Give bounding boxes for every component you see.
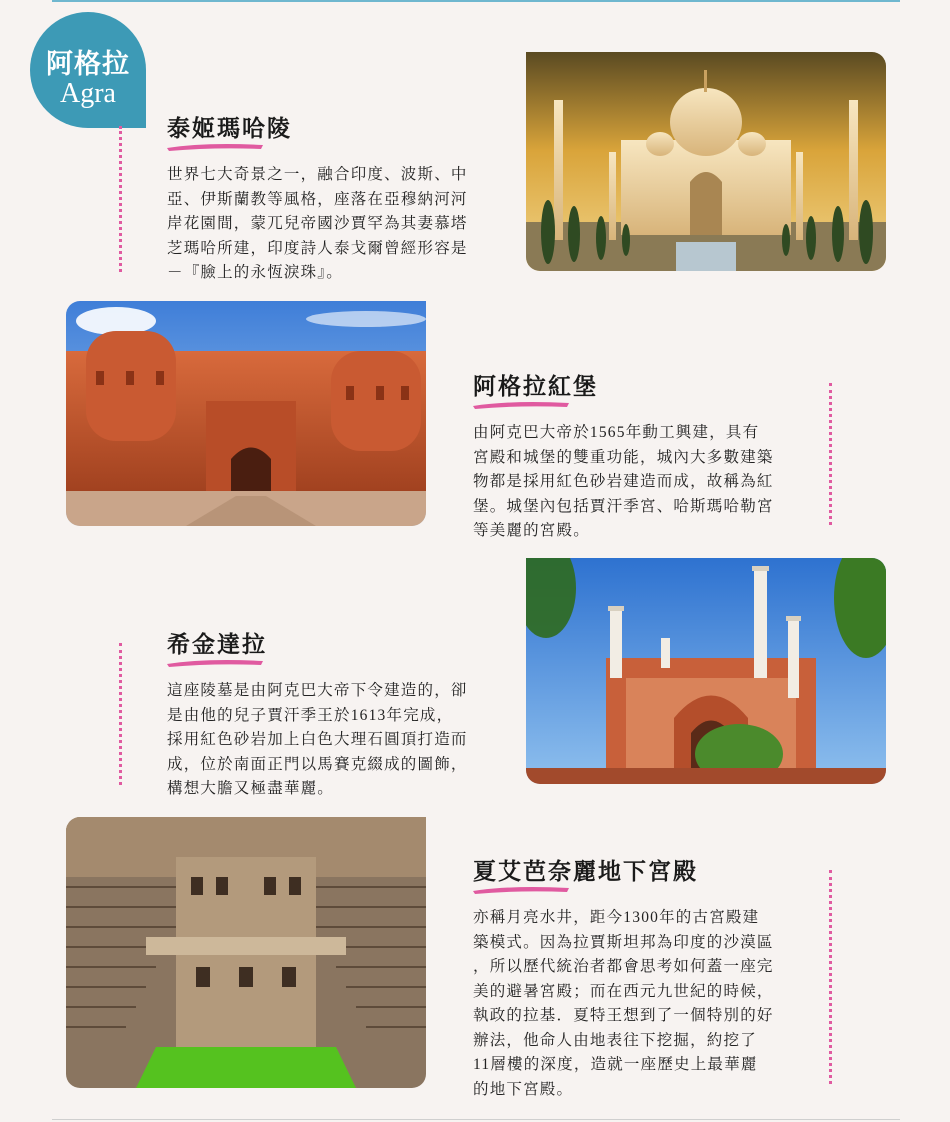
section-sikandra: [167, 626, 487, 802]
section-2-dotted-line: [829, 383, 832, 525]
section-body: 這座陵墓是由阿克巴大帝下令建造的，卻 是由他的兒子賈汗季王於1613年完成， 採用紅色砂岩加上白色大理石圓頂打造而 成，位於南面正門以馬賽克綴成的圖飾， 構想大膽又極盡華麗。: [167, 682, 468, 797]
red-fort-photo: [66, 301, 426, 526]
top-rule: [52, 0, 900, 2]
section-red-fort: [473, 368, 803, 544]
section-body: 亦稱月亮水井，距今1300年的古宮殿建 築模式。因為拉賈斯坦邦為印度的沙漠區 ，所以歷代統治者都會思考如何蓋一座完 美的避暑宮殿；而在西元九世紀的時候， 執政的拉基．夏特王想到了一個特別的好 辦法，他命人由地表往下挖掘，約挖了 11層樓的深度，造就一座歷史上最華麗 的地下宮殿。: [473, 909, 774, 1098]
city-badge: [30, 12, 146, 128]
badge-english-name: Agra: [60, 78, 116, 109]
taj-mahal-photo: [526, 52, 886, 271]
section-title: 希金達拉: [167, 626, 275, 665]
sikandra-photo: [526, 558, 886, 784]
section-body: 由阿克巴大帝於1565年動工興建，具有 宮殿和城堡的雙重功能，城內大多數建築 物都是採用紅色砂岩建造而成，故稱為紅 堡。城堡內包括賈汗季宮、哈斯瑪哈勒宮 等美麗的宮殿。: [473, 424, 774, 539]
section-taj-mahal: [167, 110, 487, 286]
section-title: 夏艾芭奈麗地下宮殿: [473, 853, 706, 892]
bottom-rule: [52, 1119, 900, 1120]
section-4-dotted-line: [829, 870, 832, 1084]
section-title: 阿格拉紅堡: [473, 368, 606, 407]
section-1-dotted-line: [119, 126, 122, 272]
section-title: 泰姬瑪哈陵: [167, 110, 300, 149]
section-3-dotted-line: [119, 643, 122, 785]
section-body: 世界七大奇景之一，融合印度、波斯、中 亞、伊斯蘭教等風格，座落在亞穆納河河 岸花園間，蒙兀兒帝國沙賈罕為其妻慕塔 芝瑪哈所建，印度詩人泰戈爾曾經形容是 －『臉上的永恆淚珠』。: [167, 166, 468, 281]
section-chand-baori: [473, 853, 803, 1102]
badge-chinese-name: 阿格拉: [46, 49, 130, 79]
chand-baori-photo: [66, 817, 426, 1088]
